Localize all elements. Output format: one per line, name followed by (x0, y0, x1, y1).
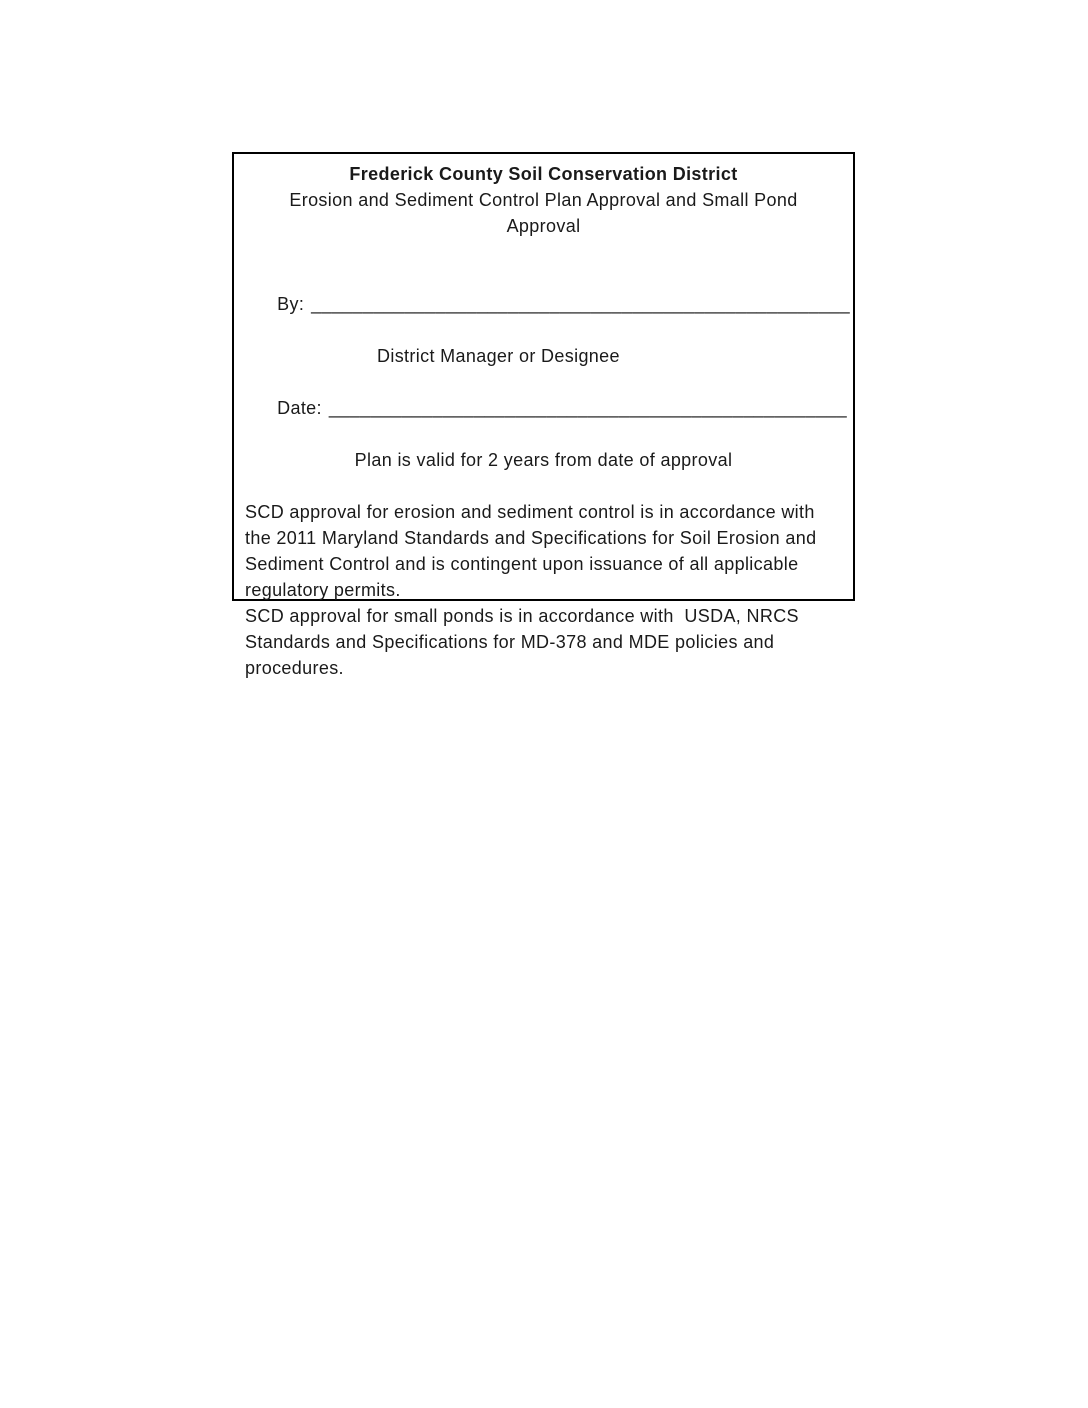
pond-approval-text-line-2: Standards and Specifications for MD-378 and MDE policies and (245, 632, 775, 652)
box-title: Frederick County Soil Conservation District (349, 164, 738, 184)
spacer (245, 473, 842, 499)
date-field-row (245, 369, 847, 447)
box-subtitle-line-2: Approval (506, 216, 581, 236)
box-subtitle-line-1: Erosion and Sediment Control Plan Approval and Small Pond (289, 190, 798, 210)
by-caption: District Manager or Designee (377, 346, 620, 366)
esc-approval-text-line-2: the 2011 Maryland Standards and Specifications for Soil Erosion and (245, 528, 817, 548)
approval-box (232, 152, 855, 678)
pond-approval-text-line-3: procedures. (245, 658, 344, 678)
esc-approval-text-line-4: regulatory permits. (245, 580, 401, 600)
by-signature-line: ____________________________________________________ (311, 294, 850, 314)
date-signature-line: __________________________________________________ (328, 398, 847, 418)
validity-note: Plan is valid for 2 years from date of approval (354, 450, 733, 470)
by-field-row (245, 265, 850, 343)
date-label: Date: (277, 398, 322, 418)
esc-approval-text-line-1: SCD approval for erosion and sediment control is in accordance with (245, 502, 815, 522)
pond-approval-text-line-1: SCD approval for small ponds is in accordance with USDA, NRCS (245, 606, 799, 626)
spacer (245, 239, 842, 265)
esc-approval-text-line-3: Sediment Control and is contingent upon issuance of all applicable (245, 554, 799, 574)
by-label: By: (277, 294, 305, 314)
